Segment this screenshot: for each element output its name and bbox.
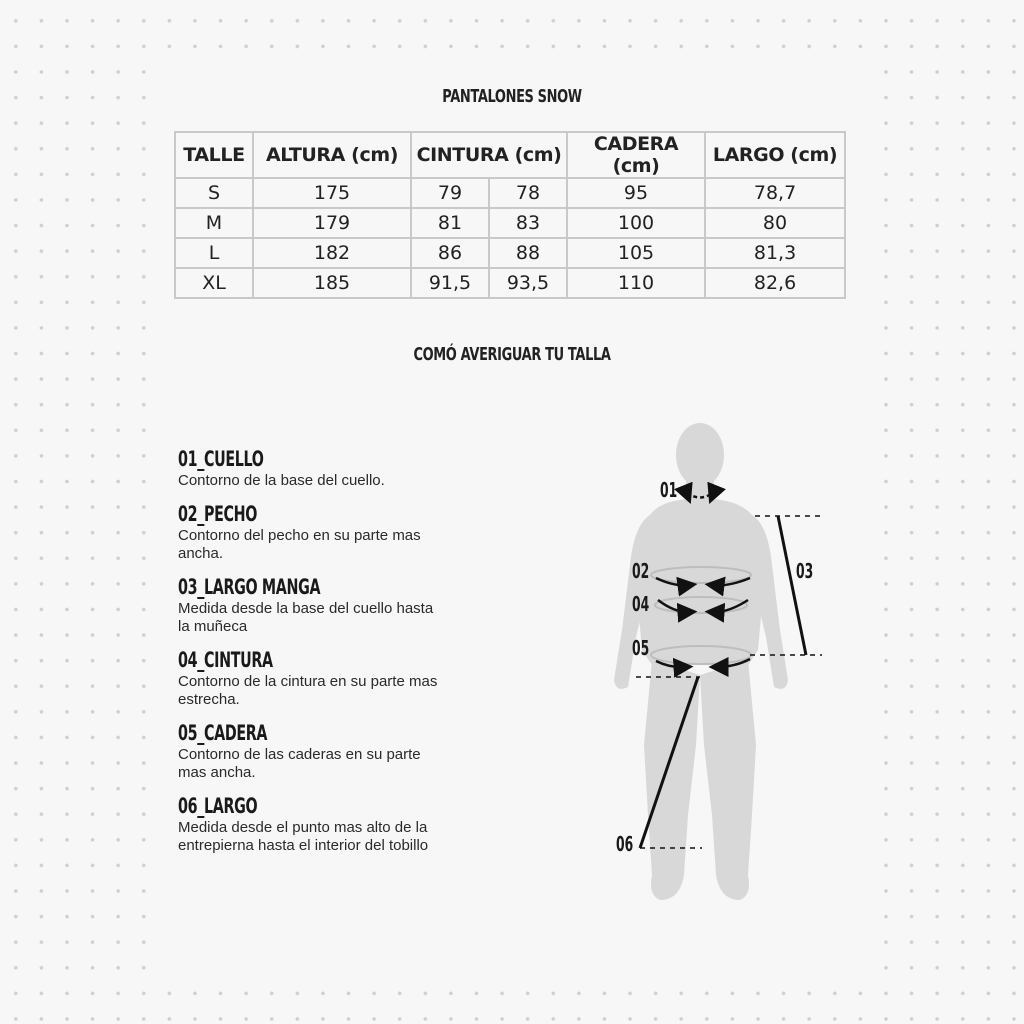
body-silhouette	[614, 423, 788, 900]
guide-item-title: 03_LARGO MANGA	[178, 574, 321, 599]
cell-largo: 78,7	[705, 178, 845, 208]
size-table-title: PANTALONES SNOW	[442, 86, 582, 107]
label-06: 06	[616, 832, 634, 856]
guide-item-pecho	[178, 501, 448, 564]
cell-altura: 179	[253, 208, 411, 238]
cell-talle: XL	[175, 268, 253, 298]
cell-cintura-a: 86	[411, 238, 489, 268]
cell-cintura-a: 81	[411, 208, 489, 238]
cell-altura: 175	[253, 178, 411, 208]
cell-talle: S	[175, 178, 253, 208]
table-row	[175, 208, 845, 238]
cell-largo: 82,6	[705, 268, 845, 298]
guide-item-title: 05_CADERA	[178, 720, 268, 745]
guide-item-cintura	[178, 647, 448, 710]
cell-cintura-b: 93,5	[489, 268, 567, 298]
label-05: 05	[632, 636, 650, 660]
guide-item-cuello	[178, 446, 448, 491]
cell-cintura-b: 83	[489, 208, 567, 238]
guide-item-desc: Contorno del pecho en su parte mas ancha.	[178, 526, 421, 562]
header-cintura: CINTURA (cm)	[411, 132, 567, 178]
guide-item-desc: Contorno de las caderas en su parte mas ancha.	[178, 745, 421, 781]
cell-cadera: 100	[567, 208, 705, 238]
guide-item-cadera	[178, 720, 448, 783]
cell-largo: 81,3	[705, 238, 845, 268]
label-02: 02	[632, 559, 650, 583]
guide-item-largo-manga	[178, 574, 448, 637]
cell-cadera: 110	[567, 268, 705, 298]
cell-altura: 182	[253, 238, 411, 268]
cell-largo: 80	[705, 208, 845, 238]
table-row	[175, 238, 845, 268]
header-cadera: CADERA (cm)	[567, 132, 705, 178]
guide-item-title: 02_PECHO	[178, 501, 258, 526]
guide-title: COMÓ AVERIGUAR TU TALLA	[413, 344, 611, 365]
cell-cintura-a: 91,5	[411, 268, 489, 298]
table-row	[175, 178, 845, 208]
label-01: 01	[660, 478, 678, 502]
cell-talle: L	[175, 238, 253, 268]
guide-item-desc: Medida desde la base del cuello hasta la muñeca	[178, 599, 434, 635]
guide-item-desc: Medida desde el punto mas alto de la entrepierna hasta el interior del tobillo	[178, 818, 429, 854]
measurement-guide-list	[178, 446, 448, 866]
cell-cintura-b: 88	[489, 238, 567, 268]
label-03: 03	[796, 559, 814, 583]
header-talle: TALLE	[175, 132, 253, 178]
guide-item-largo	[178, 793, 448, 856]
cell-talle: M	[175, 208, 253, 238]
header-largo: LARGO (cm)	[705, 132, 845, 178]
guide-item-title: 06_LARGO	[178, 793, 258, 818]
cell-cadera: 95	[567, 178, 705, 208]
cell-cintura-b: 78	[489, 178, 567, 208]
guide-item-desc: Contorno de la base del cuello.	[178, 472, 385, 489]
cell-cintura-a: 79	[411, 178, 489, 208]
header-altura: ALTURA (cm)	[253, 132, 411, 178]
guide-item-title: 01_CUELLO	[178, 447, 264, 471]
label-04: 04	[632, 592, 650, 616]
size-table	[174, 131, 846, 299]
table-row	[175, 268, 845, 298]
cell-cadera: 105	[567, 238, 705, 268]
cell-altura: 185	[253, 268, 411, 298]
size-table-header-row	[175, 132, 845, 178]
guide-item-title: 04_CINTURA	[178, 647, 273, 672]
guide-item-desc: Contorno de la cintura en su parte mas estrecha.	[178, 672, 438, 708]
body-measurement-figure	[600, 415, 840, 905]
